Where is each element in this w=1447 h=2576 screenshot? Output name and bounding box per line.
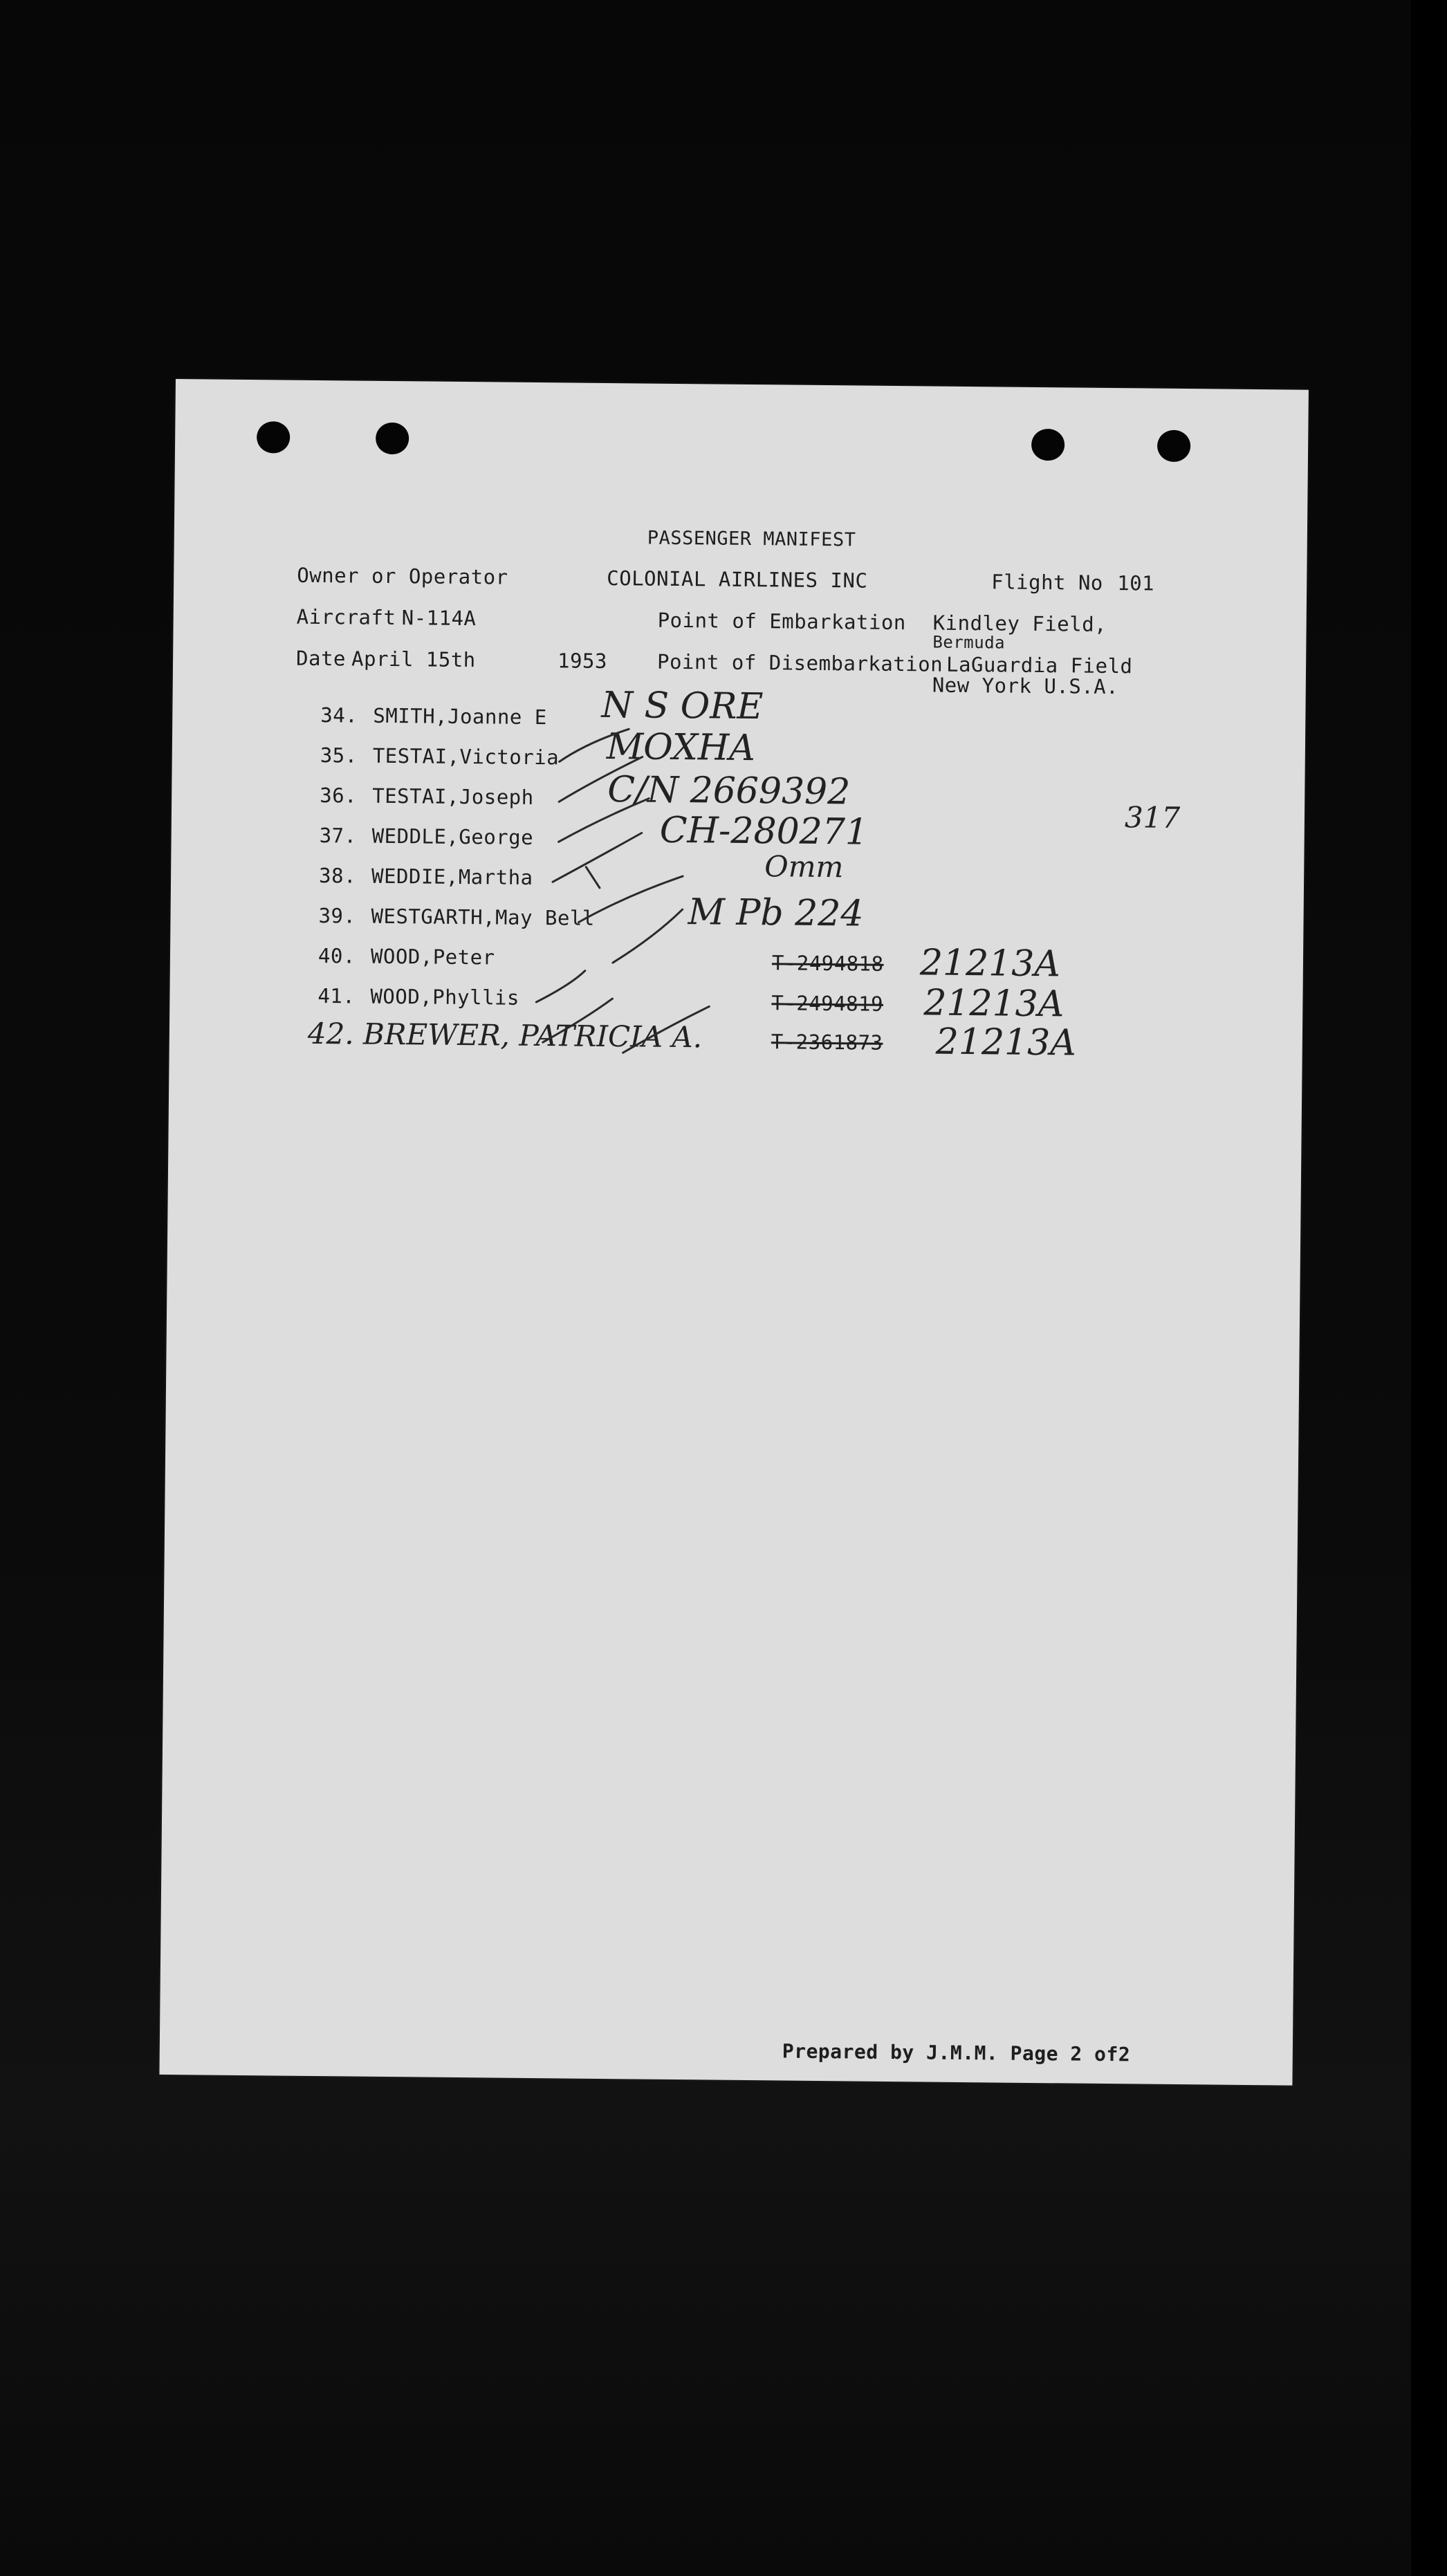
scan-edge — [1411, 0, 1447, 2576]
punch-hole — [257, 421, 290, 453]
passenger-name: WEDDIE,Martha — [371, 864, 533, 889]
passenger-number: 36. — [320, 784, 358, 808]
handwritten-note: Omm — [764, 849, 844, 884]
handwritten-note: N S ORE — [601, 684, 764, 728]
aircraft-value: N-114A — [401, 606, 477, 631]
tick-mark — [553, 832, 642, 882]
passenger-number: 38. — [318, 864, 357, 888]
ink-tick-marks — [159, 379, 1308, 2086]
passenger-number: 37. — [319, 824, 357, 848]
passenger-name: WEDDLE,George — [371, 824, 534, 849]
passenger-name: WOOD,Peter — [370, 944, 495, 970]
disembark-value-line2: New York U.S.A. — [932, 673, 1119, 699]
flight-label: Flight No — [991, 570, 1104, 595]
handwritten-note: CH-280271 — [659, 809, 869, 853]
owner-label: Owner or Operator — [297, 563, 508, 589]
flight-number: 101 — [1117, 571, 1155, 595]
handwritten-note: M Pb 224 — [688, 891, 864, 935]
handwritten-passenger-42: 42. BREWER, PATRICIA A. — [307, 1016, 703, 1055]
disembark-label: Point of Disembarkation — [656, 649, 943, 676]
date-label: Date — [295, 646, 347, 671]
cross-mark — [586, 867, 600, 888]
passenger-number: 39. — [318, 904, 356, 928]
struck-ticket-number: T-2494819 — [771, 991, 884, 1016]
handwritten-code: 21213A — [919, 942, 1061, 985]
passenger-name: WOOD,Phyllis — [370, 984, 520, 1010]
struck-ticket-number: T-2494818 — [771, 951, 884, 976]
disembark-value: LaGuardia Field — [946, 652, 1133, 678]
struck-ticket-number: T-2361873 — [771, 1030, 883, 1055]
passenger-name: TESTAI,Victoria — [372, 743, 560, 770]
passenger-number: 40. — [317, 944, 356, 968]
punch-hole — [1157, 430, 1190, 462]
handwritten-code: 21213A — [935, 1021, 1077, 1064]
passenger-name: WESTGARTH,May Bell — [371, 904, 595, 930]
handwritten-stamp-number: 317 — [1124, 800, 1181, 835]
passenger-name: SMITH,Joanne E — [373, 703, 547, 730]
passenger-number: 41. — [317, 984, 356, 1008]
date-value: April 15th — [351, 647, 476, 672]
owner-value: COLONIAL AIRLINES INC — [607, 566, 868, 593]
manifest-title: PASSENGER MANIFEST — [647, 527, 856, 551]
handwritten-code: 21213A — [923, 982, 1064, 1026]
aircraft-label: Aircraft — [296, 604, 396, 630]
tick-mark — [536, 970, 584, 1003]
passenger-number: 34. — [320, 703, 358, 728]
passenger-number: 35. — [320, 743, 358, 768]
manifest-page — [159, 379, 1308, 2086]
embark-value-line2: Bermuda — [932, 632, 1006, 653]
tick-mark — [613, 909, 683, 963]
punch-hole — [376, 423, 409, 454]
prepared-by-footer: Prepared by J.M.M. Page 2 of2 — [782, 2039, 1131, 2066]
passenger-name: TESTAI,Joseph — [372, 784, 534, 809]
handwritten-note: C/N 2669392 — [607, 769, 851, 813]
year-value: 1953 — [557, 649, 608, 674]
punch-hole — [1031, 429, 1064, 461]
embark-value: Kindley Field, — [932, 611, 1107, 636]
handwritten-note: MOXHA — [606, 726, 756, 770]
embark-label: Point of Embarkation — [657, 608, 907, 635]
